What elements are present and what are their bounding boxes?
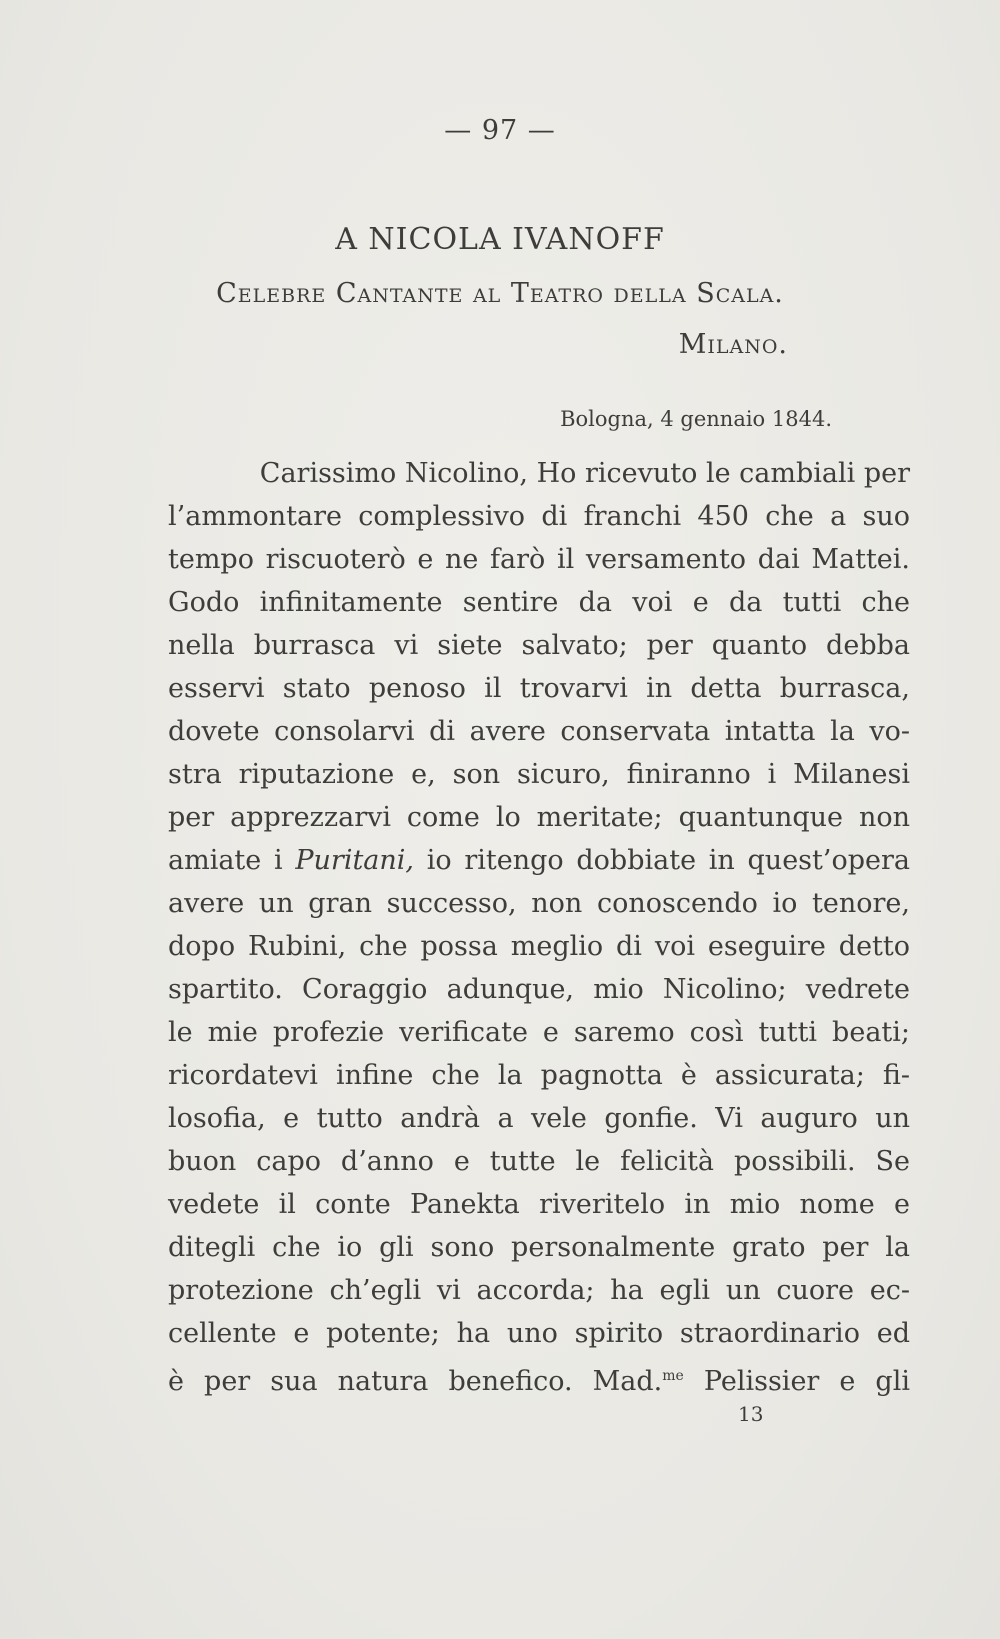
letter-title: A NICOLA IVANOFF	[335, 222, 665, 257]
body-text-segment: è per sua natura benefico. Mad.	[168, 1366, 663, 1397]
superscript-abbrev: me	[662, 1368, 684, 1384]
body-line: ricordatevi infine che la pagnotta è assicurata; fi-	[168, 1060, 910, 1091]
dateline: Bologna, 4 gennaio 1844.	[560, 407, 832, 431]
body-line-with-superscript	[168, 1355, 910, 1398]
body-line: le mie profezie verificate e saremo così tutti beati;	[168, 1017, 910, 1048]
body-text-segment: io ritengo dobbiate in quest’opera	[426, 845, 910, 876]
body-line: dovete consolarvi di avere conservata intatta la vo-	[168, 716, 910, 747]
body-line: tempo riscuoterò e ne farò il versamento dai Mattei.	[168, 544, 910, 575]
body-line: dopo Rubini, che possa meglio di voi eseguire detto	[168, 931, 910, 962]
body-line: nella burrasca vi siete salvato; per quanto debba	[168, 630, 910, 661]
body-line: losofia, e tutto andrà a vele gonfie. Vi auguro un	[168, 1103, 910, 1134]
body-line: esservi stato penoso il trovarvi in detta burrasca,	[168, 673, 910, 704]
body-text-segment: Pelissier e gli	[703, 1366, 910, 1397]
body-line: stra riputazione e, son sicuro, finiranno i Milanesi	[168, 759, 910, 790]
body-line: vedete il conte Panekta riveritelo in mio nome e	[168, 1189, 910, 1220]
body-line: protezione ch’egli vi accorda; ha egli un cuore ec-	[168, 1275, 910, 1306]
letter-body	[168, 452, 910, 1398]
body-line: spartito. Coraggio adunque, mio Nicolino; vedrete	[168, 974, 910, 1005]
body-line: l’ammontare complessivo di franchi 450 che a suo	[168, 501, 910, 532]
opera-title: Puritani,	[295, 845, 415, 876]
signature-mark: 13	[738, 1402, 764, 1426]
body-text-segment: amiate i	[168, 845, 283, 876]
recipient-place: Milano.	[678, 329, 788, 360]
body-line-with-italic	[168, 839, 910, 882]
body-line: cellente e potente; ha uno spirito straordinario ed	[168, 1318, 910, 1349]
body-line: Carissimo Nicolino, Ho ricevuto le cambiali per	[259, 458, 910, 489]
body-line: buon capo d’anno e tutte le felicità possibili. Se	[168, 1146, 910, 1177]
body-line: ditegli che io gli sono personalmente grato per la	[168, 1232, 910, 1263]
page-number: — 97 —	[444, 115, 556, 146]
body-line: avere un gran successo, non conoscendo io tenore,	[168, 888, 910, 919]
letter-subtitle: Celebre Cantante al Teatro della Scala.	[216, 278, 784, 309]
body-line: Godo infinitamente sentire da voi e da tutti che	[168, 587, 910, 618]
body-line: per apprezzarvi come lo meritate; quantunque non	[168, 802, 910, 833]
